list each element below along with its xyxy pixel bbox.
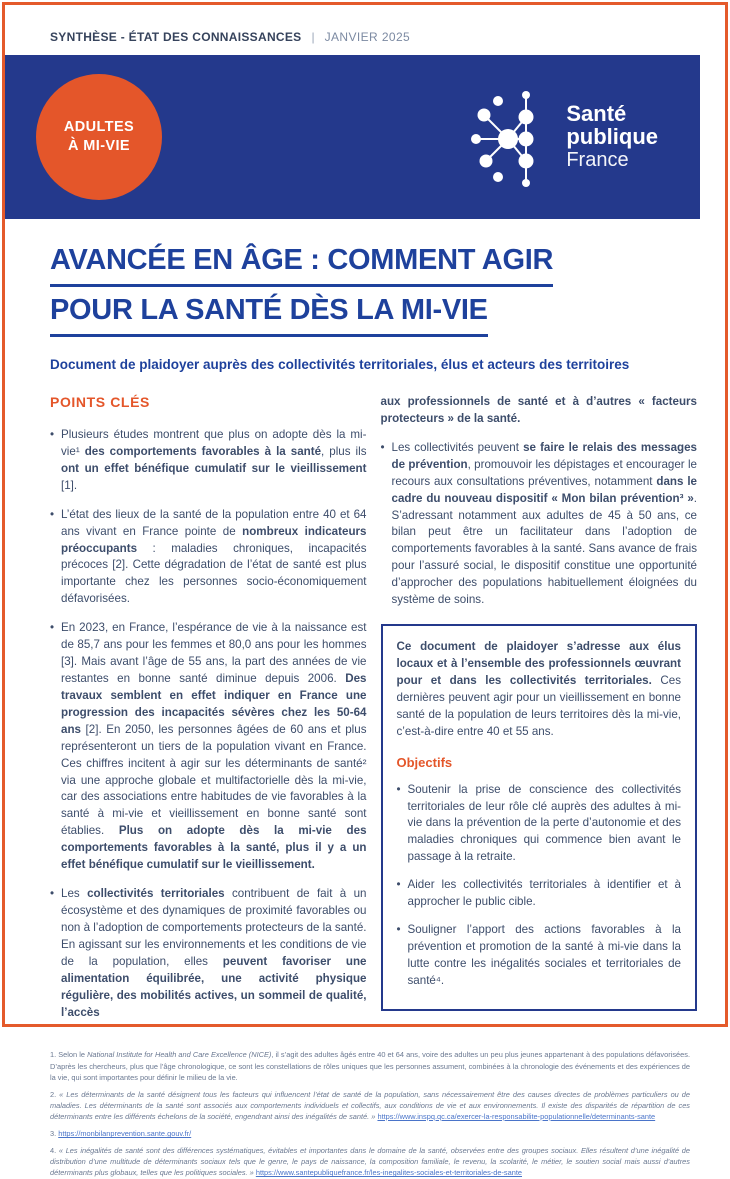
text-segment: ont un effet bénéfique cumulatif sur le vieillissement: [61, 461, 367, 475]
logo-line3: France: [566, 149, 629, 172]
text-segment: En 2023, en France, l’espérance de vie à la naissance est de 85,7 ans pour les femmes et 80,0 ans pour les hommes [3]. Mais avant l’âge de 55 ans, la part des années de vie restantes en bonne santé diminue depuis 2006.: [61, 621, 367, 685]
banner: [5, 55, 700, 219]
logo-line1: Santé: [566, 100, 627, 126]
text-segment: se faire le relais des messages de prévention: [391, 440, 698, 471]
footnote: [50, 1089, 690, 1122]
text-segment: , plus ils: [321, 444, 367, 458]
key-point-item: [381, 440, 698, 609]
text-segment: [1].: [61, 478, 78, 492]
info-box-intro: [397, 639, 682, 741]
logo-line2: publique: [566, 123, 658, 149]
sante-publique-france-logo: [464, 87, 658, 187]
left-column: [50, 394, 367, 1033]
text-segment: Souligner l’apport des actions favorables à la prévention et promotion de la santé à mi-vie dans la lutte contre les inégalités sociales et territoriales de santé⁴.: [407, 923, 681, 987]
objectif-item: [397, 877, 682, 911]
key-point-item: [50, 620, 367, 874]
text-segment: Les collectivités peuvent: [391, 440, 524, 454]
badge-line2: À MI-VIE: [67, 138, 130, 154]
text-segment: dans le cadre du nouveau dispositif « Mon bilan prévention³ »: [391, 474, 697, 505]
footnote: [50, 1049, 690, 1082]
text-segment: 4.: [50, 1146, 59, 1156]
text-segment: collectivités territoriales: [87, 887, 225, 901]
text-segment: L’état des lieux de la santé de la population entre 40 et 64 ans vivant en France pointe de: [61, 507, 367, 538]
footnote: [50, 1128, 690, 1139]
text-segment: Aider les collectivités territoriales à identifier et à approcher le public cible.: [407, 878, 681, 909]
key-points-columns: [50, 394, 697, 1033]
document-header: [0, 0, 730, 55]
text-segment: [2]. En 2050, les personnes âgées de 60 ans et plus représenteront un tiers de la population vivant en France. Ces chiffres incitent à agir sur les déterminants de santé² via une approche globale et multifactorielle dès la mi-vie, car des associations entre habitudes de vie favorables à la santé à mi-vie et vieillissement en bonne santé sont établies.: [61, 722, 367, 838]
text-segment: 2.: [50, 1089, 60, 1099]
text-segment: : maladies chroniques, incapacités précoces [2]. Cette dégradation de l’état de santé est plus importante chez les personnes socio-économiquement défavorisées.: [61, 541, 367, 606]
page-title: [50, 244, 680, 344]
advocacy-info-box: [381, 624, 698, 1011]
key-point-item: [50, 886, 367, 1021]
text-segment: aux professionnels de santé et à d’autres « facteurs protecteurs » de la santé.: [380, 395, 697, 425]
key-point-item: [381, 394, 698, 428]
footnotes-section: [50, 1049, 690, 1178]
text-segment: 1. Selon le: [50, 1050, 88, 1060]
footnote: [50, 1145, 690, 1178]
text-segment: Plus on adopte dès la mi-vie des comportements favorables à la santé, plus il y a un effet bénéfique cumulatif sur le vieillissement.: [61, 824, 367, 872]
objectifs-heading: Objectifs: [396, 754, 453, 770]
text-segment: Les: [61, 887, 88, 901]
right-column-bullets: [381, 394, 698, 609]
left-column-bullets: [50, 427, 367, 1021]
text-segment: « Les déterminants de la santé désignent tous les facteurs qui influencent l’état de santé de la population, sans nécessairement être des causes directes de problèmes particuliers ou de maladies. Les déterminants de la santé sont associés aux comportements individuels et collectifs, aux conditions de vie et aux environnements. Il existe des disparités de répartition de ces déterminants entre les différents échelons de la société, engendrant ainsi des inégalités de santé. »: [50, 1089, 691, 1121]
document-date: JANVIER 2025: [324, 30, 411, 44]
text-segment: 3.: [50, 1129, 59, 1139]
text-segment: nombreux indicateurs préoccupants: [61, 524, 367, 555]
logo-network-icon: [464, 87, 556, 187]
text-segment: « Les inégalités de santé sont des différences systématiques, évitables et importantes dans le domaine de la santé, observées entre des groupes sociaux. Elles résultent d’une inégalité de distribution d’une multitude de déterminants sociaux tels que le genre, le pays de naissance, la composition familiale, le revenu, la scolarité, le métier, le soutien social mais aussi d’autres déterminants plus globaux, telles que les politiques sociales. »: [50, 1146, 690, 1178]
text-segment: National Institute for Health and Care Excellence (NICE): [87, 1050, 272, 1060]
logo-wordmark: [566, 100, 658, 172]
title-line-2: POUR LA SANTÉ DÈS LA MI-VIE: [50, 294, 488, 337]
document-type-label: SYNTHÈSE - ÉTAT DES CONNAISSANCES: [50, 30, 302, 44]
text-segment: Ce document de plaidoyer s’adresse aux élus locaux et à l’ensemble des professionnels œuvrant pour et dans les collectivités territoriales.: [396, 640, 681, 687]
document-subtitle: Document de plaidoyer auprès des collectivités territoriales, élus et acteurs des territoires: [50, 357, 630, 372]
objectif-item: [397, 922, 682, 990]
text-segment: Ces dernières peuvent agir pour un vieillissement en bonne santé de la population de leurs territoires dès la mi-vie, c’est-à-dire entre 40 et 55 ans.: [396, 673, 681, 738]
footnote-link[interactable]: https://www.inspq.qc.ca/exercer-la-responsabilite-populationnelle/determinants-sante: [377, 1111, 656, 1121]
text-segment: , il s’agit des adultes âgés entre 40 et 64 ans, voire des adultes un peu plus jeunes appartenant à des populations défavorisées. D’après les chercheurs, plus que l’âge chronologique, ce sont les constellations de rôles uniques que les personnes assument, combinées à la chronologie des événements et des expériences de la vie, qui sont importantes pour définir le milieu de la vie.: [50, 1050, 691, 1082]
key-point-item: [50, 507, 367, 609]
text-segment: , promouvoir les dépistages et encourager le recours aux consultations préventives, notamment: [391, 457, 697, 488]
text-segment: . S’adressant notamment aux adultes de 45 à 50 ans, ce bilan peut être un facilitateur dans l’adoption de comportements favorables à la santé. Sans avance de frais pour l’assuré social, le dispositif constitue une opportunité d’approcher des populations habituellement éloignées du système de soins.: [391, 491, 697, 607]
objectif-item: [397, 782, 682, 867]
text-segment: Soutenir la prise de conscience des collectivités territoriales de leur rôle clé auprès des adultes à mi-vie dans la prévention de la perte d’autonomie et des maladies chroniques qui commence bien avant le passage à la retraite.: [407, 782, 681, 864]
text-segment: contribuent de fait à un écosystème et des dynamiques de proximité favorables ou non à l’adoption de comportements protecteurs de la santé. En agissant sur les environnements et les conditions de vie de la population, elles: [61, 887, 367, 968]
title-line-1: AVANCÉE EN ÂGE : COMMENT AGIR: [50, 244, 553, 287]
badge-line1: ADULTES: [63, 119, 135, 136]
audience-badge: [36, 74, 162, 200]
right-column: [381, 394, 698, 1033]
points-cles-heading: POINTS CLÉS: [50, 394, 150, 410]
footnote-link[interactable]: https://www.santepubliquefrance.fr/les-inegalites-sociales-et-territoriales-de-sante: [255, 1168, 523, 1178]
footnote-link[interactable]: https://monbilanprevention.sante.gouv.fr/: [58, 1129, 192, 1139]
text-segment: Des travaux semblent en effet indiquer en France une progression des incapacités sévères chez les 50-64 ans: [61, 671, 367, 736]
text-segment: Plusieurs études montrent que plus on adopte dès la mi-vie¹: [61, 428, 367, 458]
header-separator: |: [311, 30, 315, 44]
text-segment: des comportements favorables à la santé: [84, 444, 322, 458]
objectifs-bullets: [397, 782, 682, 990]
key-point-item: [50, 427, 367, 495]
text-segment: peuvent favoriser une alimentation équilibrée, une activité physique régulière, des mobilités actives, un sommeil de qualité, l’accès: [61, 954, 367, 1019]
